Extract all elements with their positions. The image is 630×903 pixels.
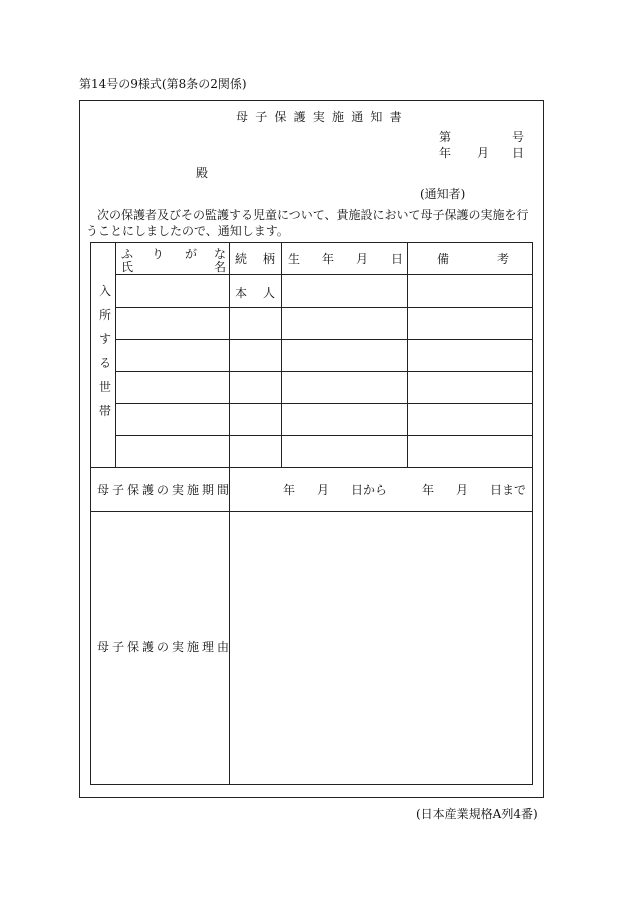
reason-label: 母子保護の実施理由 [97, 640, 233, 654]
period-end-month: 月 [456, 483, 469, 497]
header-birth-2: 年 [322, 252, 335, 266]
header-relation-1: 続 [235, 252, 248, 266]
grid-line [115, 435, 533, 436]
grid-line [90, 467, 533, 468]
household-label-char: 所 [98, 308, 111, 322]
date-month: 月 [477, 146, 490, 160]
household-label-char: 帯 [98, 404, 111, 418]
grid-line [115, 307, 533, 308]
relation-self-2: 人 [263, 286, 276, 300]
household-label-char: る [98, 356, 111, 370]
household-label [95, 285, 115, 429]
addressee-suffix: 殿 [196, 166, 209, 180]
header-furigana-4: な [214, 247, 227, 261]
grid-line [115, 371, 533, 372]
period-start-month: 月 [317, 483, 330, 497]
header-furigana-3: が [185, 247, 198, 261]
grid-line [115, 339, 533, 340]
form-number: 第14号の9様式(第8条の2関係) [79, 77, 247, 91]
header-name-1: 氏 [121, 260, 134, 274]
header-furigana-1: ふ [121, 247, 134, 261]
paper-size-note: (日本産業規格A列4番) [416, 807, 538, 821]
doc-number-suffix: 号 [512, 130, 525, 144]
page-title: 母子保護実施通知書 [236, 110, 409, 124]
household-label-char: 世 [98, 380, 111, 394]
header-remarks-2: 考 [497, 252, 510, 266]
period-start-year: 年 [283, 483, 296, 497]
grid-line [229, 242, 230, 784]
grid-line [90, 511, 533, 512]
period-label: 母子保護の実施期間 [97, 483, 233, 497]
period-start-day: 日から [351, 483, 388, 497]
header-name-2: 名 [214, 260, 227, 274]
header-furigana-2: り [152, 247, 165, 261]
relation-self-1: 本 [235, 286, 248, 300]
period-end-day: 日まで [490, 483, 527, 497]
date-year: 年 [439, 146, 452, 160]
household-table [90, 242, 533, 785]
body-text-line-1: 次の保護者及びその監護する児童について、貴施設において母子保護の実施を行 [97, 208, 529, 222]
doc-number-prefix: 第 [439, 130, 452, 144]
header-birth-1: 生 [288, 252, 301, 266]
header-remarks-1: 備 [437, 252, 450, 266]
period-end-year: 年 [422, 483, 435, 497]
header-relation-2: 柄 [263, 252, 276, 266]
grid-line [115, 274, 533, 275]
header-birth-3: 月 [356, 252, 369, 266]
body-text-line-2: うことにしましたので、通知します。 [86, 224, 289, 238]
household-label-char: す [98, 332, 111, 346]
household-label-char: 入 [98, 284, 111, 298]
notifier-label: (通知者) [420, 187, 466, 201]
date-day: 日 [512, 146, 525, 160]
header-birth-4: 日 [391, 252, 404, 266]
grid-line [115, 403, 533, 404]
